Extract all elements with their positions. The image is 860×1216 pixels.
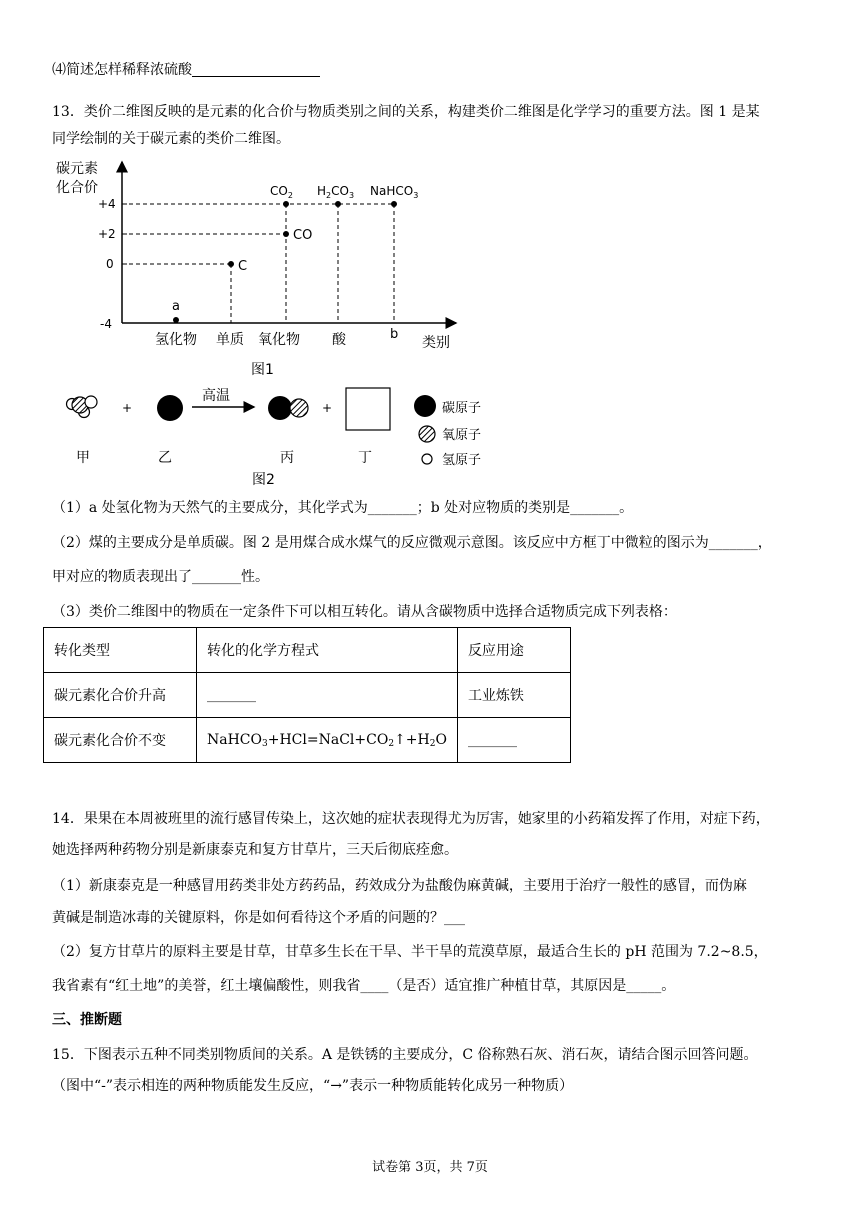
y-tick-plus2: +2	[98, 227, 116, 241]
table-cell: 碳元素化合价升高	[44, 673, 197, 718]
conversion-table	[43, 627, 571, 763]
legend-oxygen-label: 氧原子	[442, 428, 482, 443]
reaction-condition: 高温	[202, 388, 230, 404]
answer-blank-cell[interactable]: _______	[197, 673, 458, 718]
legend-hydrogen-icon	[422, 454, 432, 464]
page-footer: 试卷第 3页，共 7页	[372, 1160, 488, 1175]
section-3-title: 三、推断题	[52, 1012, 122, 1028]
molecule-bing-co	[268, 396, 308, 420]
table-cell: 碳元素化合价不变	[44, 718, 197, 763]
y-tick-plus4: +4	[98, 197, 116, 211]
legend-carbon-icon	[414, 395, 436, 417]
q14-part1-line1: （1）新康泰克是一种感冒用药类非处方药药品，药效成分为盐酸伪麻黄碱，主要用于治疗一般性的感冒，而伪麻	[52, 878, 747, 894]
x-tick-acid: 酸	[332, 332, 346, 348]
label-a: a	[172, 299, 180, 314]
answer-blank-cell[interactable]: _______	[457, 718, 570, 763]
legend-hydrogen-label: 氢原子	[442, 453, 482, 468]
y-tick-zero: 0	[106, 257, 114, 271]
x-tick-oxide: 氧化物	[258, 332, 300, 348]
table-row	[44, 718, 571, 763]
x-tick-element: 单质	[216, 332, 244, 348]
label-ding: 丁	[358, 450, 372, 466]
figure-1-caption: 图1	[251, 362, 274, 378]
y-axis-title-2: 化合价	[56, 180, 98, 196]
y-axis-title-1: 碳元素	[56, 161, 98, 177]
label-NaHCO3: NaHCO$_3$	[370, 184, 419, 200]
table-header-equation: 转化的化学方程式	[197, 628, 458, 673]
label-yi: 乙	[158, 450, 172, 466]
q13-part2-line2: 甲对应的物质表现出了_______性。	[52, 569, 269, 585]
table-header-type: 转化类型	[44, 628, 197, 673]
label-H2CO3: $H_2CO_3$	[317, 184, 355, 200]
point-H2CO3	[335, 201, 341, 207]
question-14-line1: 14．果果在本周被班里的流行感冒传染上，这次她的症状表现得尤为厉害，她家里的小药箱发挥了作用，对症下药，	[52, 811, 770, 827]
label-b: b	[390, 327, 399, 342]
figure-1-valence-chart	[40, 152, 480, 387]
plus-2: +	[322, 401, 333, 415]
q14-part1-line2: 黄碱是制造冰毒的关键原料，你是如何看待这个矛盾的问题的？___	[52, 910, 465, 926]
table-header-usage: 反应用途	[457, 628, 570, 673]
q13-part1: （1）a 处氢化物为天然气的主要成分，其化学式为_______；b 处对应物质的类别是_______。	[52, 500, 634, 516]
q14-part2-line2: 我省素有“红土地”的美誉，红土壤偏酸性，则我省____（是否）适宜推广种植甘草，其原因是_____。	[52, 978, 676, 994]
x-tick-hydride: 氢化物	[155, 332, 197, 348]
question-12-part4	[52, 60, 320, 80]
molecule-jia-water	[67, 396, 98, 418]
label-CO2: $CO_2$	[270, 184, 293, 200]
answer-blank[interactable]	[192, 62, 320, 77]
legend-carbon-label: 碳原子	[442, 401, 482, 416]
point-CO	[283, 231, 289, 237]
question-14-line2: 她选择两种药物分别是新康泰克和复方甘草片，三天后彻底痊愈。	[52, 842, 458, 858]
molecule-yi-carbon	[157, 395, 183, 421]
legend-oxygen-icon	[419, 426, 435, 442]
q13-part2-line1: （2）煤的主要成分是单质碳。图 2 是用煤合成水煤气的反应微观示意图。该反应中方框丁中微粒的图示为_______，	[52, 535, 772, 551]
dashed-guides	[122, 204, 394, 323]
question-12-part4-text: ⑷简述怎样稀释浓硫酸	[52, 62, 192, 78]
table-row	[44, 673, 571, 718]
label-bing: 丙	[280, 450, 294, 466]
table-cell-equation: $NaHCO_3+HCl=NaCl+CO_2↑+H_2O$	[197, 718, 458, 763]
q13-part3: （3）类价二维图中的物质在一定条件下可以相互转化。请从含碳物质中选择合适物质完成下列表格：	[52, 604, 677, 620]
label-jia: 甲	[76, 450, 90, 466]
point-CO2	[283, 201, 289, 207]
plus-1: +	[122, 401, 133, 415]
label-CO: CO	[293, 228, 313, 243]
box-ding	[346, 388, 390, 430]
table-header-row	[44, 628, 571, 673]
x-axis-title: 类别	[422, 335, 450, 351]
figure-2-reaction-diagram	[40, 384, 520, 494]
y-tick-minus4: -4	[100, 317, 112, 331]
table-cell: 工业炼铁	[457, 673, 570, 718]
q14-part2-line1: （2）复方甘草片的原料主要是甘草，甘草多生长在干旱、半干旱的荒漠草原，最适合生长的 pH 范围为 7.2~8.5，	[52, 944, 768, 960]
label-C: C	[238, 259, 248, 274]
point-NaHCO3	[391, 201, 397, 207]
question-13-line1: 13．类价二维图反映的是元素的化合价与物质类别之间的关系，构建类价二维图是化学学习的重要方法。图 1 是某	[52, 104, 760, 120]
point-a	[173, 317, 179, 323]
question-15-line1: 15．下图表示五种不同类别物质间的关系。A 是铁锈的主要成分，C 俗称熟石灰、消石灰，请结合图示回答问题。	[52, 1047, 758, 1063]
point-C	[228, 261, 234, 267]
figure-2-caption: 图2	[252, 472, 275, 488]
question-15-line2: （图中“-”表示相连的两种物质能发生反应，“→”表示一种物质能转化成另一种物质）	[52, 1078, 574, 1094]
question-13-line2: 同学绘制的关于碳元素的类价二维图。	[52, 131, 290, 147]
